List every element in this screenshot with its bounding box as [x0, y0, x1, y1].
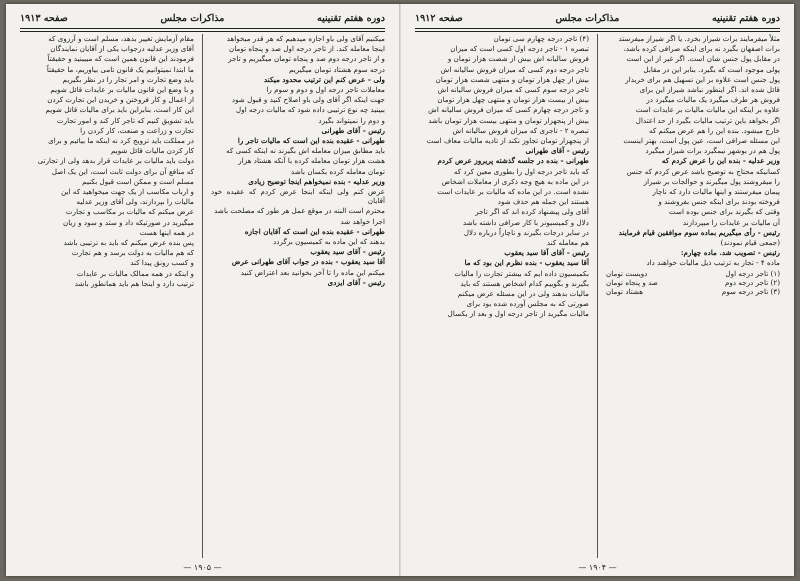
tax-tier-label: (۳) تاجر درجه سوم: [721, 287, 780, 297]
text-line: صورتی که به مجلس آورده شده بود برای: [466, 299, 589, 309]
text-line: عرض کنم ولی اینکه اینجا عرض کردم که عقیده خود آقایان: [211, 187, 385, 206]
right-page-body: [415, 34, 780, 558]
left-header-page-label: صفحه ۱۹۱۳: [20, 12, 68, 24]
text-line: رئیس - رأی میگیریم بماده سوم موافقین قیام فرمایند: [618, 227, 780, 237]
text-line: اینجا معامله کند. از تاجر درجه اول صد و پنجاه تومان: [229, 44, 385, 54]
text-line: کسانیکه محتاج به توضیح باشد عرض کردم که جنس: [626, 166, 780, 176]
text-line: فروش هر طرف میگیرد یک مالیات میگیرد در: [646, 95, 780, 105]
text-line: مالیات را بپردازند، ولی آقای وزیر عدلیه: [76, 197, 194, 207]
text-line: آقای وزیر عدلیه درجواب یکی از آقایان نمایندگان: [50, 44, 194, 54]
text-line: تاجر درجه سوم کسی که میزان فروش سالیانه اش: [437, 85, 589, 95]
right-page-number-text: ۱۹۰۴: [588, 563, 607, 572]
text-line: میکنیم آقای ولی باو اجازه میدهیم که هر قدر میخواهد: [226, 34, 385, 43]
text-line: وزیر عدلیه - بنده این را عرض کردم که: [661, 156, 780, 166]
text-line: که هم مالیات به دولت برسد و هم تجارت: [71, 248, 194, 258]
text-line: رئیس - آقای طهرانی: [321, 125, 385, 135]
text-line: برات اصفهان بگیرد نه برای اینکه صرافی کرده باشد،: [623, 44, 780, 54]
text-line: فروخته بودند برای اینکه جنس بفروشند و: [658, 197, 780, 207]
text-line: پول جنس است علاوه بر این تسهیل هم برای خریدار: [625, 74, 780, 84]
text-line: باید تشویق کنیم که تاجر کار کند و امور تجارت: [56, 115, 194, 125]
left-page-number-text: ۱۹۰۵: [193, 563, 212, 572]
text-line: علاوه بر اینکه این مالیات مالیات بر عایدات است: [635, 105, 780, 115]
left-header-title: مذاکرات مجلس: [160, 12, 225, 24]
book-spread: [6, 4, 794, 576]
text-line: مالیات مگیرید از تاجر درجه اول و بعد از یکسال: [447, 309, 589, 319]
text-line: ما ابتدا نمیتوانیم یک قانون تامی بیاوریم، ما حقیقتاً: [46, 64, 194, 74]
tax-tier-amount: صد و پنجاه تومان: [606, 277, 658, 287]
text-line: آن مالیات بر عایدات را میپردازند: [682, 217, 780, 227]
text-line: طهرانی - عقیده بنده این است که مالیات تاجر را: [237, 136, 385, 146]
text-line: قائل شده اند. اگر اینطور نباشد شیراز این برای: [639, 85, 780, 95]
right-page-number: — ۱۹۰۴ —: [578, 563, 617, 572]
text-line: و تاجر درجه چهارم کسی که میزان فروش سالیانه اش: [428, 105, 589, 115]
text-line: تبصره ۲ - تاجری که میزان فروش سالیانه اش: [452, 125, 589, 135]
text-line: میکنم این ماده را تا آخر بخوانید بعد اعتراض کنید: [240, 267, 385, 277]
text-line: از اعمال و کار فروختن و خریدن این تجارت کردن: [47, 95, 194, 105]
text-line: میگیرید در صورتیکه داد و ستد و سود و زیان: [62, 217, 194, 227]
text-line: (۴) تاجر درجه چهارم سی تومان: [493, 34, 589, 43]
text-line: بکمیسیون داده ایم که بیشتر تجارت را مالیات: [454, 268, 589, 278]
right-page-column-left: [415, 34, 589, 558]
text-line: تبصره ۱ - تاجر درجه اول کسی است که میزان: [450, 44, 589, 54]
text-line: اگر بخواهد باین ترتیب مالیات بگیرد از حد اعتدال: [635, 115, 780, 125]
tax-tier-row: [606, 287, 780, 296]
text-line: مثلاً میفرمایند برات شیراز بخرد. یا اگر شیراز میفرستد: [618, 34, 780, 43]
text-line: را میفروشند پول میگیرند و حوالجات بر شیراز: [643, 176, 780, 186]
text-line: در سایر درجات بگیرند و ناچاراً درباره دلال: [463, 227, 589, 237]
tax-tier-label: (۱) تاجر درجه اول: [725, 268, 780, 278]
right-header-title: مذاکرات مجلس: [555, 12, 620, 24]
text-line: که منافع آن برای دولت ثابت است، این یک اصل: [51, 166, 194, 176]
text-line: (جمعی قیام نمودند): [720, 238, 780, 248]
tax-tier-row: [606, 278, 780, 287]
right-column-divider: [597, 34, 598, 558]
text-line: معاملات تاجر درجه اول و دوم و سوم را: [266, 85, 385, 95]
text-line: و از تاجر درجه دوم صد و پنجاه تومان میگیریم و تاجر: [228, 54, 385, 64]
text-line: وقتی که بگیرند برای جنس بوده است: [668, 207, 780, 217]
text-line: رئیس - آقای سید یعقوب: [310, 247, 385, 257]
text-line: پولی موجود است که بگیرد. بنابر این در مقابل: [643, 64, 780, 74]
text-line: در این ماده به هیچ وجه ذکری از معاملات اشخاص: [441, 176, 589, 186]
text-line: طهرانی - عقیده بنده این است که آقایان اجازه: [244, 226, 385, 236]
text-line: بدهند که این ماده به کمیسیون برگردد: [273, 237, 385, 247]
text-line: پول هم در بوشهر نیمگیرد برات شیراز میگیرد: [645, 146, 780, 156]
text-line: اجرا خواهد شد: [340, 216, 385, 226]
text-line: بیش از بیست هزار تومان و منتهی چهل هزار تومان: [437, 95, 589, 105]
text-line: ترتیب دارد و اینجا هم باید همانطور باشد: [74, 278, 194, 288]
text-line: این مسئله صرافی است، عین پول است، بهتر اینست: [623, 136, 780, 146]
text-line: پیمان میفرستند و اینها مالیات دارد که ناچار: [652, 187, 780, 197]
text-line: تجارت و زراعت و صنعت، کار کردن را: [80, 125, 194, 135]
text-line: در همه اینها هست: [139, 227, 194, 237]
text-line: که باید تاجر درجه اول را بطوری معین کرد که: [453, 166, 589, 176]
text-line: آقا سید یعقوب - بنده نظرم این بود که ما: [464, 258, 589, 268]
text-line: در مقابل پول جنس شان است. اگر غیر از این است: [626, 54, 780, 64]
text-line: ولی - عرض کنم این ترتیب محدود میکند: [264, 74, 385, 84]
text-line: نشده است. در این ماده که مالیات بر عایدات است: [437, 187, 589, 197]
left-page-column-left: [20, 34, 194, 558]
text-line: کار کردن مالیات قائل شویم: [110, 146, 194, 156]
text-line: دولت باید مالیات بر عایدات قرار بدهد ولی از تجارتی: [37, 156, 194, 166]
left-column-divider: [202, 34, 203, 558]
text-line: تاجر درجه دوم کسی که میزان فروش سالیانه اش: [440, 64, 589, 74]
text-line: هشت هزار تومان معامله کرده با آنکه هشتاد هزار: [238, 156, 385, 166]
right-header-page-label: صفحه ۱۹۱۲: [415, 12, 463, 24]
text-line: رئیس - آقای ایزدی: [327, 277, 385, 287]
text-line: از پنجهزار تومان تجاوز نکند از تادیه مالیات معاف است: [426, 136, 589, 146]
text-line: بیش از چهل هزار تومان و منتهی شصت هزار تومان: [435, 74, 589, 84]
text-line: رئیس - آقای طهرانی: [525, 146, 589, 156]
tax-tier-amount: هشتاد تومان: [606, 287, 644, 297]
text-line: هستند این جمله هم حذف شود: [497, 197, 589, 207]
right-header-rule: [415, 28, 780, 32]
text-line: و ارباب مکاسب از یک جهت میخواهید که این: [61, 187, 194, 197]
text-line: هم معامله کند: [546, 238, 589, 248]
text-line: فرمودند این قانون همین است که میبینید و حقیقتاً: [47, 54, 194, 64]
text-line: جهت اینکه اگر آقای ولی باو اصلاح کنید و قبول شود: [231, 95, 385, 105]
text-line: درجه سوم هشتاد تومان میگیریم: [289, 64, 385, 74]
text-line: دلال و کمیسیونر با کار صرافی داشته باشد: [463, 217, 589, 227]
text-line: خارج میشود. بنده این را هم عرض میکنم که: [648, 125, 780, 135]
tax-tier-amount: دویست تومان: [606, 268, 648, 278]
text-line: و کسب رونق پیدا کند: [130, 258, 194, 268]
text-line: عرض میکنم که مالیات بر مکاسب و تجارت: [65, 207, 194, 217]
left-page-number: — ۱۹۰۵ —: [183, 563, 222, 572]
right-header-session: دوره هفتم تقنينيه: [711, 12, 780, 24]
text-line: و با وضع این قانون مالیات بر عایدات قائل شویم: [50, 85, 194, 95]
text-line: بیش از پنجهزار تومان و منتهی بیست هزار تومان باشد: [428, 115, 589, 125]
right-page: [400, 4, 794, 576]
text-line: باید وضع تجارت و امر تجار را در نظر بگیریم: [62, 74, 194, 84]
text-line: مالیات بدهند ولی در این مسئله عرض میکنم: [457, 289, 589, 299]
text-line: آقا سید یعقوب - بنده در جواب آقای طهرانی عرض: [231, 257, 385, 267]
left-page-body: [20, 34, 385, 558]
left-page: [6, 4, 400, 576]
left-page-header: [20, 10, 385, 26]
text-line: تومان معامله کرده یکسان باشد: [291, 166, 385, 176]
text-line: رئیس - تصویب شد. ماده چهارم:: [680, 248, 780, 258]
text-line: محترم است البته در موقع عمل هر طور که مصلحت باشد: [214, 206, 385, 216]
tax-tier-label: (۲) تاجر درجه دوم: [724, 277, 780, 287]
text-line: مقام آزمایش تغییر بدهد، مسلم است و آرزوی که: [48, 34, 194, 43]
text-line: ماده ۴ - تجار به ترتیب ذیل مالیات خواهند داد: [646, 258, 780, 268]
text-line: وزیر عدلیه - بنده نمیخواهم اینجا توضیح زیادی: [248, 176, 385, 186]
right-page-column-right: [606, 34, 780, 558]
text-line: و اینکه در همه ممالک مالیات بر عایدات: [76, 268, 194, 278]
text-line: رئیس - آقای آقا سید یعقوب: [504, 248, 589, 258]
tax-tier-row: [606, 269, 780, 278]
text-line: این کار است، بنابراین باید برای مالیات قائل شویم: [45, 105, 194, 115]
text-line: در مملکت باید ترویج کرد نه اینکه ما بیائیم و برای: [48, 136, 194, 146]
text-line: فروش سالیانه اش بیش از شصت هزار تومان و: [447, 54, 589, 64]
left-header-rule: [20, 28, 385, 32]
right-page-header: [415, 10, 780, 26]
text-line: بگیرند و بگوییم کدام اشخاص هستند که باید: [460, 278, 589, 288]
left-header-session: دوره هفتم تقنينيه: [316, 12, 385, 24]
text-line: باید مطابق میزان معامله اش بگیرند نه اینکه کسی که: [226, 146, 385, 156]
text-line: و دوم را نمیتواند بگیرد: [318, 115, 385, 125]
text-line: طهرانی - بنده در جلسه گذشته پریروز عرض کردم: [437, 156, 589, 166]
text-line: ببینید چه نوع ترتیبی داده شود که مالیات درجه اول: [236, 105, 385, 115]
text-line: آقای ولی پیشنهاد کرده اند که اگر تاجر: [475, 207, 589, 217]
text-line: مسلم است و ممکن است قبول بکنیم: [82, 176, 194, 186]
left-page-column-right: [211, 34, 385, 558]
text-line: پس بنده عرض میکنم که باید به ترتیبی باشد: [63, 238, 194, 248]
